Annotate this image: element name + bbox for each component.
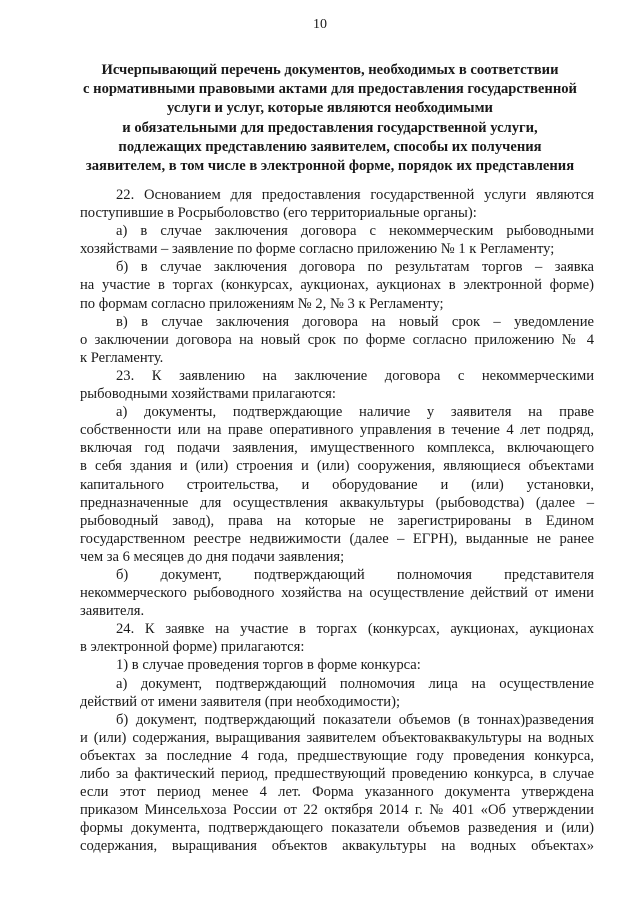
paragraph-24b-line: и (или) содержания, выращивания заявителем объектоваквакультуры на водных (80, 729, 594, 746)
paragraph-24a-line: действий от имени заявителя (при необходимости); (80, 693, 401, 710)
paragraph-24b-line: либо за фактический период, предшествующий проведению конкурса, в случае (80, 766, 594, 782)
paragraph-23a-line: собственности или на праве оперативного управления в течение 4 лет подряд, (80, 422, 594, 439)
paragraph-23a-line: а) документы, подтверждающие наличие у заявителя на праве (116, 404, 594, 421)
document-body (80, 186, 594, 855)
paragraph-24b-line: б) документ, подтверждающий показатели объемов (в тоннах)разведения (116, 711, 594, 728)
heading-line: с нормативными правовыми актами для предоставления государственной (83, 81, 577, 98)
paragraph-24b-line: содержания, выращивания объектов аквакультуры на водных объектах» (80, 838, 594, 855)
paragraph-23b-line: заявителя. (80, 603, 145, 620)
paragraph-22b-line: по формам согласно приложениям № 2, № 3 к Регламенту; (80, 295, 444, 312)
paragraph-24b-line: формы документа, подтверждающего показатели объемов разведения и (или) (80, 820, 594, 837)
heading-line: и обязательными для предоставления государственной услуги, (122, 119, 538, 136)
heading-line: заявителем, в том числе в электронной форме, порядок их представления (85, 158, 575, 175)
paragraph-24b-line: объектах за последние 4 года, предшествующие году проведения конкурса, (80, 747, 594, 764)
paragraph-23b-line: б) документ, подтверждающий полномочия представителя (116, 566, 594, 583)
paragraph-23-line: 23. К заявлению на заключение договора с некоммерческими (116, 367, 594, 384)
paragraph-22v-line: к Регламенту. (80, 349, 164, 366)
paragraph-23a-line: чем за 6 месяцев до дня подачи заявления; (80, 548, 345, 565)
paragraph-22a-line: а) в случае заключения договора с некоммерческим рыбоводными (116, 223, 594, 240)
paragraph-23-line: рыбоводными хозяйствами прилагаются: (80, 386, 336, 403)
heading-line: подлежащих представлению заявителем, способы их получения (118, 138, 542, 155)
paragraph-24b-line: приказом Минсельхоза России от 22 октября 2014 г. № 401 «Об утверждении (80, 802, 594, 819)
paragraph-22v-line: в) в случае заключения договора на новый срок – уведомление (116, 313, 594, 330)
heading-line: Исчерпывающий перечень документов, необходимых в соответствии (101, 62, 559, 78)
paragraph-23a-line: включая год подачи заявления, имущественного комплекса, включающего (80, 440, 594, 457)
section-heading (60, 61, 600, 176)
paragraph-23a-line: в себя здания и (или) строения и (или) сооружения, являющиеся объектами (80, 458, 594, 475)
paragraph-24-line: 24. К заявке на участие в торгах (конкурсах, аукционах, аукционах (116, 621, 594, 638)
paragraph-22b-line: на участие в торгах (конкурсах, аукционах, аукционах в электронной форме) (80, 277, 594, 294)
paragraph-22v-line: о заключении договора на новый срок по форме согласно приложению № 4 (80, 331, 594, 348)
paragraph-24-line: в электронной форме) прилагаются: (80, 639, 305, 656)
paragraph-23b-line: некоммерческого рыбоводного хозяйства на осуществление действий от имени (80, 585, 594, 602)
paragraph-24b-line: если этот период менее 4 лет. Форма указанного документа утверждена (80, 784, 594, 801)
paragraph-22b-line: б) в случае заключения договора по результатам торгов – заявка (116, 259, 594, 276)
paragraph-22-line: 22. Основанием для предоставления государственной услуги являются (116, 187, 594, 203)
paragraph-22a-line: хозяйствами – заявление по форме согласно приложению № 1 к Регламенту; (80, 241, 555, 258)
paragraph-23a-line: рыбоводный завод), права на которые не зарегистрированы в Едином (80, 512, 594, 529)
page-number: 10 (313, 17, 327, 32)
paragraph-23a-line: капитального строительства, и оборудование и (или) установки, (80, 476, 594, 493)
paragraph-23a-line: предназначенные для осуществления аквакультуры (рыбоводства) (далее – (80, 494, 594, 511)
paragraph-23a-line: государственном реестре недвижимости (далее – ЕГРН), выданные не ранее (80, 530, 594, 547)
heading-line: услуги и услуг, которые являются необходимыми (167, 100, 493, 117)
paragraph-24-1-line: 1) в случае проведения торгов в форме конкурса: (116, 657, 421, 674)
paragraph-24a-line: а) документ, подтверждающий полномочия лица на осуществление (116, 675, 594, 692)
paragraph-22-line: поступившие в Росрыболовство (его территориальные органы): (80, 205, 477, 222)
